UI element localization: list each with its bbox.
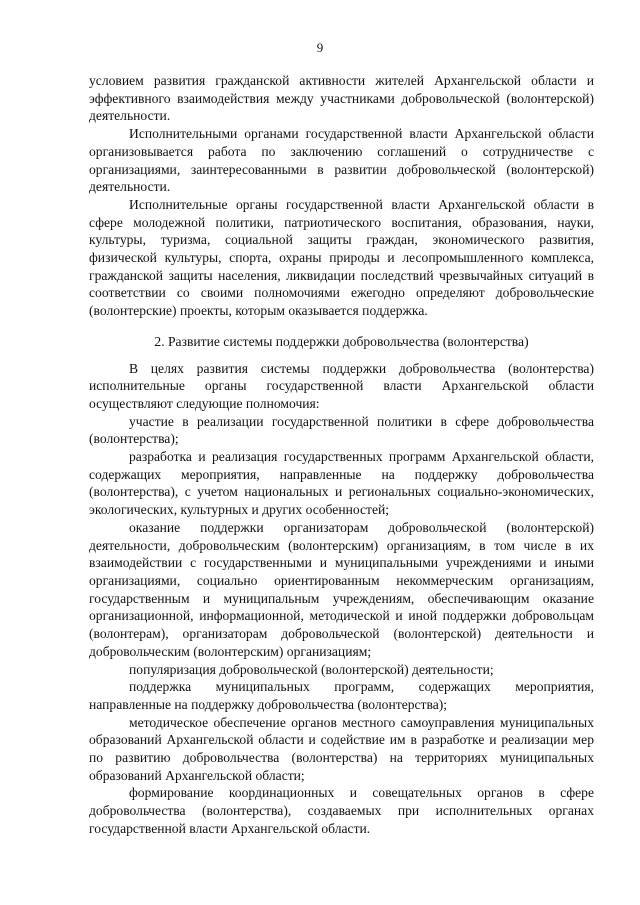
section-paragraph-1: В целях развития системы поддержки добровольчества (волонтерства) исполнительные органы государственной власти Архангельской области осуществляют следующие полномочия: — [89, 360, 594, 411]
section-paragraph-6: поддержка муниципальных программ, содержащих мероприятия, направленные на поддержку добровольчества (волонтерства); — [89, 679, 594, 712]
section-paragraph-3: разработка и реализация государственных программ Архангельской области, содержащих мероприятия, направленные на поддержку добровольчества (волонтерства), с учетом национальных и региональных социально-экономических, экологических, культурных и других особенностей; — [89, 449, 594, 518]
section-paragraph-2: участие в реализации государственной политики в сфере добровольчества (волонтерства); — [89, 413, 594, 447]
section-heading: 2. Развитие системы поддержки добровольчества (волонтерства) — [154, 333, 529, 349]
paragraph-3: Исполнительные органы государственной власти Архангельской области в сфере молодежной политики, патриотического воспитания, образования, науки, культуры, туризма, социальной защиты граждан, экономического развития, физической культуры, спорта, охраны природы и лесопромышленного комплекса, гражданской защиты населения, ликвидации последствий чрезвычайных ситуаций в соответствии со своими полномочиями ежегодно определяют добровольческие (волонтерские) проекты, которым оказывается поддержка. — [89, 196, 594, 319]
section-paragraph-8: формирование координационных и совещательных органов в сфере добровольчества (волонтерства), создаваемых при исполнительных органах государственной власти Архангельской области. — [89, 785, 594, 836]
document-body — [89, 72, 594, 838]
section-paragraph-5: популяризация добровольческой (волонтерской) деятельности; — [129, 661, 494, 677]
page-number: 9 — [316, 40, 324, 55]
paragraph-2: Исполнительными органами государственной власти Архангельской области организовывается работа по заключению соглашений о сотрудничестве с организациями, заинтересованными в развитии добровольческой (волонтерской) деятельности. — [89, 126, 594, 195]
section-paragraph-4: оказание поддержки организаторам добровольческой (волонтерской) деятельности, добровольческим (волонтерским) организациям, в том числе в их взаимодействии с государственными и муниципальными учреждениями и иными организациями, социально ориентированным некоммерческим организациям, государственным и муниципальным учреждениям, обеспечивающим оказание организационной, информационной, методической и иной поддержки добровольцам (волонтерам), организаторам добровольческой (волонтерской) деятельности и добровольческим (волонтерским) организациям; — [89, 519, 594, 659]
section-paragraph-7: методическое обеспечение органов местного самоуправления муниципальных образований Архангельской области и содействие им в разработке и реализации мер по развитию добровольчества (волонтерства) на территориях муниципальных образований Архангельской области; — [89, 714, 594, 783]
paragraph-1: условием развития гражданской активности жителей Архангельской области и эффективного взаимодействия между участниками добровольческой (волонтерской) деятельности. — [89, 73, 594, 124]
